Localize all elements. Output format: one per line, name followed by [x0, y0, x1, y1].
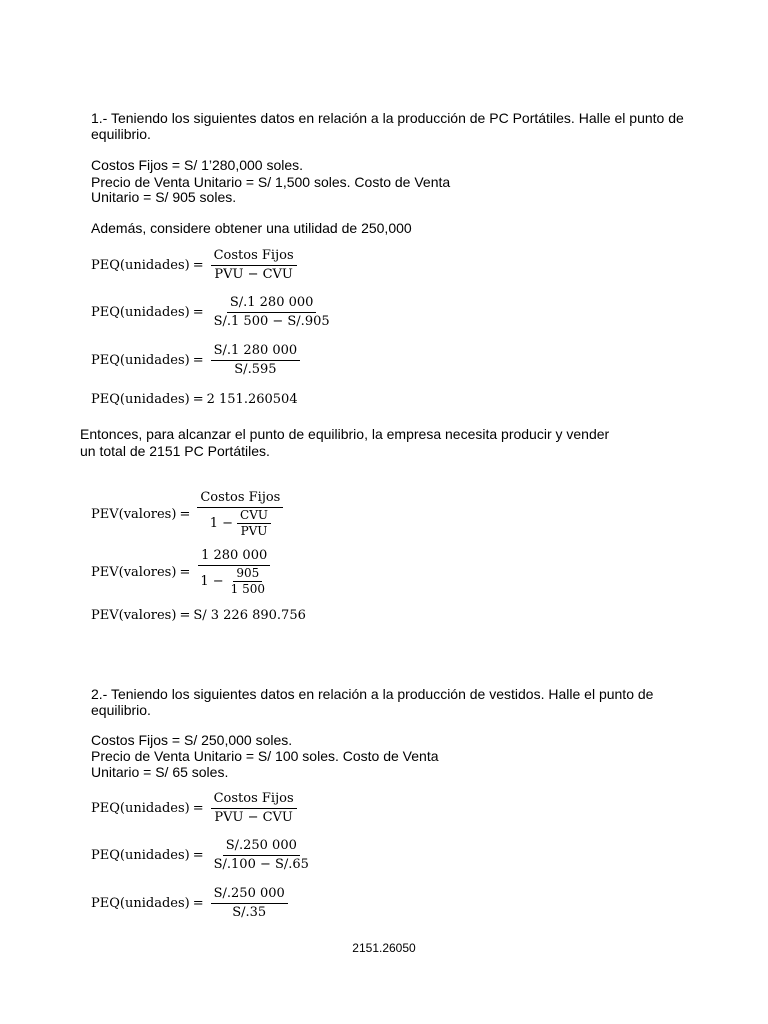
- inner-denominator: 1 500: [230, 582, 265, 596]
- one-minus: 1 −: [209, 515, 234, 531]
- numerator: S/.250 000: [223, 838, 300, 856]
- equals-sign: =: [192, 353, 204, 368]
- peq-lhs: PEQ(unidades): [91, 392, 190, 407]
- numerator: S/.1 280 000: [211, 343, 301, 361]
- problem2-fixed-costs: Costos Fijos = S/ 250,000 soles.: [91, 732, 293, 748]
- peq-formula-1: [91, 248, 297, 283]
- peq-lhs: PEQ(unidades): [91, 353, 190, 368]
- equals-sign: =: [179, 608, 191, 623]
- conclusion-line2: un total de 2151 PC Portátiles.: [80, 443, 270, 459]
- numerator: Costos Fijos: [211, 248, 297, 266]
- denominator: S/.35: [232, 905, 267, 920]
- peq-lhs: PEQ(unidades): [91, 896, 190, 911]
- numerator: 1 280 000: [198, 548, 270, 566]
- pev-formula-1: [91, 490, 283, 538]
- denominator: S/.100 − S/.65: [213, 857, 309, 872]
- denominator: PVU − CVU: [214, 810, 293, 825]
- inner-fraction: [237, 509, 271, 538]
- problem1-title-line1: 1.- Teniendo los siguientes datos en relación a la producción de PC Portátiles. Halle el punto de: [91, 110, 684, 126]
- equals-sign: =: [192, 305, 204, 320]
- numerator: Costos Fijos: [211, 791, 297, 809]
- fraction: [211, 295, 333, 330]
- numerator: Costos Fijos: [197, 490, 283, 508]
- problem2-title-line1: 2.- Teniendo los siguientes datos en relación a la producción de vestidos. Halle el punto de: [91, 686, 654, 702]
- inner-numerator: 905: [233, 567, 262, 582]
- fraction: [197, 548, 271, 596]
- peq-lhs: PEQ(unidades): [91, 801, 190, 816]
- pev-formula-3: [91, 608, 306, 623]
- equals-sign: =: [192, 848, 204, 863]
- problem2-title-line2: equilibrio.: [91, 702, 151, 718]
- peq-formula-3: [91, 343, 300, 378]
- fraction: [211, 343, 301, 378]
- denominator: S/.1 500 − S/.905: [213, 314, 330, 329]
- pev-formula-2: [91, 548, 271, 596]
- fraction: [211, 791, 297, 826]
- pev-lhs: PEV(valores): [91, 564, 177, 580]
- peq-lhs: PEQ(unidades): [91, 258, 190, 273]
- peq2-formula-2: [91, 838, 312, 873]
- fraction: [211, 838, 312, 873]
- inner-numerator: CVU: [237, 509, 271, 524]
- fraction: [197, 490, 283, 538]
- peq2-formula-3: [91, 886, 288, 921]
- problem1-unit-price-line1: Precio de Venta Unitario = S/ 1,500 soles. Costo de Venta: [91, 174, 451, 190]
- footer-value: 2151.26050: [352, 941, 416, 955]
- equals-sign: =: [179, 564, 191, 580]
- fraction: [211, 886, 288, 921]
- denominator: S/.595: [234, 362, 277, 377]
- conclusion-line1: Entonces, para alcanzar el punto de equilibrio, la empresa necesita producir y vender: [80, 426, 610, 442]
- inner-fraction: [228, 567, 268, 596]
- numerator: S/.250 000: [211, 886, 288, 904]
- peq-result: 2 151.260504: [206, 392, 298, 407]
- pev-result: S/ 3 226 890.756: [193, 608, 306, 623]
- equals-sign: =: [192, 392, 204, 407]
- equals-sign: =: [192, 801, 204, 816]
- peq-formula-4: [91, 392, 298, 407]
- denominator: [197, 566, 271, 596]
- problem2-unit-price-line2: Unitario = S/ 65 soles.: [91, 764, 229, 780]
- denominator: PVU − CVU: [214, 267, 293, 282]
- problem1-unit-price-line2: Unitario = S/ 905 soles.: [91, 189, 237, 205]
- problem1-title-line2: equilibrio.: [91, 126, 151, 142]
- peq-lhs: PEQ(unidades): [91, 848, 190, 863]
- pev-lhs: PEV(valores): [91, 608, 177, 623]
- inner-denominator: PVU: [240, 524, 268, 538]
- equals-sign: =: [192, 896, 204, 911]
- peq2-formula-1: [91, 791, 297, 826]
- equals-sign: =: [192, 258, 204, 273]
- peq-formula-2: [91, 295, 333, 330]
- pev-lhs: PEV(valores): [91, 506, 177, 522]
- fraction: [211, 248, 297, 283]
- numerator: S/.1 280 000: [227, 295, 317, 313]
- problem2-unit-price-line1: Precio de Venta Unitario = S/ 100 soles. Costo de Venta: [91, 748, 439, 764]
- denominator: [207, 508, 274, 538]
- problem1-fixed-costs: Costos Fijos = S/ 1’280,000 soles.: [91, 157, 304, 173]
- one-minus: 1 −: [200, 573, 224, 589]
- equals-sign: =: [179, 506, 191, 522]
- peq-lhs: PEQ(unidades): [91, 305, 190, 320]
- problem1-utility-note: Además, considere obtener una utilidad de 250,000: [91, 220, 412, 236]
